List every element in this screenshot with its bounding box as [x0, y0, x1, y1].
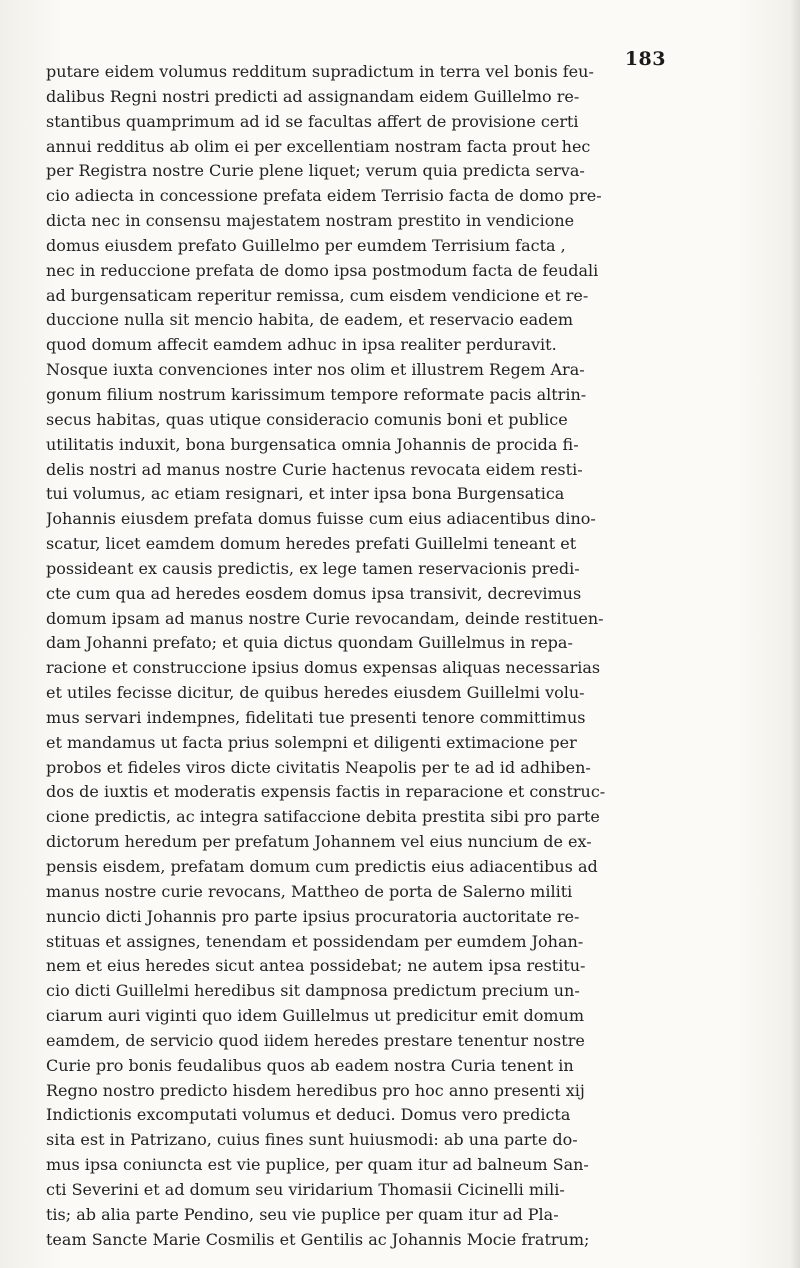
text-line: delis nostri ad manus nostre Curie hactenus revocata eidem resti- [46, 459, 583, 479]
text-line: eamdem, de servicio quod iidem heredes prestare tenentur nostre [46, 1030, 585, 1050]
text-line: dicta nec in consensu majestatem nostram prestito in vendicione [46, 211, 575, 231]
text-line: nem et eius heredes sicut antea possidebat; ne autem ipsa restitu- [46, 956, 586, 976]
text-line: per Registra nostre Curie plene liquet; verum quia predicta serva- [46, 161, 585, 181]
text-line: racione et construccione ipsius domus expensas aliquas necessarias [46, 658, 601, 678]
text-line: probos et fideles viros dicte civitatis Neapolis per te ad id adhiben- [46, 757, 591, 777]
text-line: domus eiusdem prefato Guillelmo per eumdem Terrisium facta , [46, 235, 566, 255]
text-line: quod domum affecit eamdem adhuc in ipsa realiter perduravit. [46, 335, 557, 355]
text-line: domum ipsam ad manus nostre Curie revocandam, deinde restituen- [46, 608, 604, 628]
text-line: team Sancte Marie Cosmilis et Gentilis ac Johannis Mocie fratrum; [46, 1229, 590, 1249]
text-line: sita est in Patrizano, cuius fines sunt huiusmodi: ab una parte do- [46, 1130, 578, 1150]
text-line: tui volumus, ac etiam resignari, et inter ipsa bona Burgensatica [46, 484, 565, 504]
text-line: duccione nulla sit mencio habita, de eadem, et reservacio eadem [46, 310, 574, 330]
text-line: et mandamus ut facta prius solempni et diligenti extimacione per [46, 732, 577, 752]
text-line: stituas et assignes, tenendam et possidendam per eumdem Johan- [46, 931, 584, 951]
text-line: pensis eisdem, prefatam domum cum predictis eius adiacentibus ad [46, 857, 598, 876]
text-line: dam Johanni prefato; et quia dictus quondam Guillelmus in repa- [46, 633, 573, 653]
page-edge-shadow [790, 0, 800, 1268]
text-line: cione predictis, ac integra satifaccione debita prestita sibi pro parte [46, 807, 600, 827]
text-line: Regno nostro predicto hisdem heredibus pro hoc anno presenti xij [46, 1080, 585, 1100]
text-line: gonum filium nostrum karissimum tempore reformate pacis altrin- [46, 384, 587, 404]
text-line: scatur, licet eamdem domum heredes prefati Guillelmi teneant et [46, 534, 577, 554]
text-line: putare eidem volumus redditum supradictum in terra vel bonis feu- [46, 62, 594, 81]
text-line: cio dicti Guillelmi heredibus sit dampnosa predictum precium un- [46, 981, 580, 1001]
text-line: Indictionis excomputati volumus et deduci. Domus vero predicta [46, 1105, 571, 1125]
text-line: secus habitas, quas utique consideracio comunis boni et publice [46, 409, 568, 429]
text-line: cti Severini et ad domum seu viridarium Thomasii Cicinelli mili- [46, 1179, 565, 1199]
text-line: dalibus Regni nostri predicti ad assignandam eidem Guillelmo re- [46, 86, 580, 106]
text-line: Curie pro bonis feudalibus quos ab eadem nostra Curia tenent in [46, 1055, 574, 1075]
text-line: Johannis eiusdem prefata domus fuisse cum eius adiacentibus dino- [46, 509, 596, 529]
text-line: Nosque iuxta convenciones inter nos olim et illustrem Regem Ara- [46, 360, 585, 380]
text-line: possideant ex causis predictis, ex lege tamen reservacionis predi- [46, 558, 580, 578]
text-line: nuncio dicti Johannis pro parte ipsius procuratoria auctoritate re- [46, 906, 580, 926]
text-line: nec in reduccione prefata de domo ipsa postmodum facta de feudali [46, 260, 599, 280]
text-line: mus servari indempnes, fidelitati tue presenti tenore committimus [46, 707, 586, 727]
text-line: et utiles fecisse dicitur, de quibus heredes eiusdem Guillelmi volu- [46, 683, 585, 703]
text-line: cte cum qua ad heredes eosdem domus ipsa transivit, decrevimus [46, 583, 582, 603]
text-line: utilitatis induxit, bona burgensatica omnia Johannis de procida fi- [46, 434, 579, 454]
text-line: cio adiecta in concessione prefata eidem Terrisio facta de domo pre- [46, 186, 602, 206]
body-text [46, 60, 670, 1253]
text-line: mus ipsa coniuncta est vie puplice, per quam itur ad balneum San- [46, 1155, 589, 1175]
text-line: manus nostre curie revocans, Mattheo de porta de Salerno militi [46, 881, 573, 901]
text-line: annui redditus ab olim ei per excellentiam nostram facta prout hec [46, 136, 591, 156]
text-line: ad burgensaticam reperitur remissa, cum eisdem vendicione et re- [46, 285, 589, 305]
page-number: 183 [624, 48, 666, 70]
text-line: tis; ab alia parte Pendino, seu vie puplice per quam itur ad Pla- [46, 1204, 559, 1224]
text-line: dos de iuxtis et moderatis expensis factis in reparacione et construc- [46, 782, 606, 802]
text-line: dictorum heredum per prefatum Johannem vel eius nuncium de ex- [46, 832, 592, 852]
text-line: stantibus quamprimum ad id se facultas affert de provisione certi [46, 111, 579, 131]
text-line: ciarum auri viginti quo idem Guillelmus ut predicitur emit domum [46, 1006, 585, 1026]
